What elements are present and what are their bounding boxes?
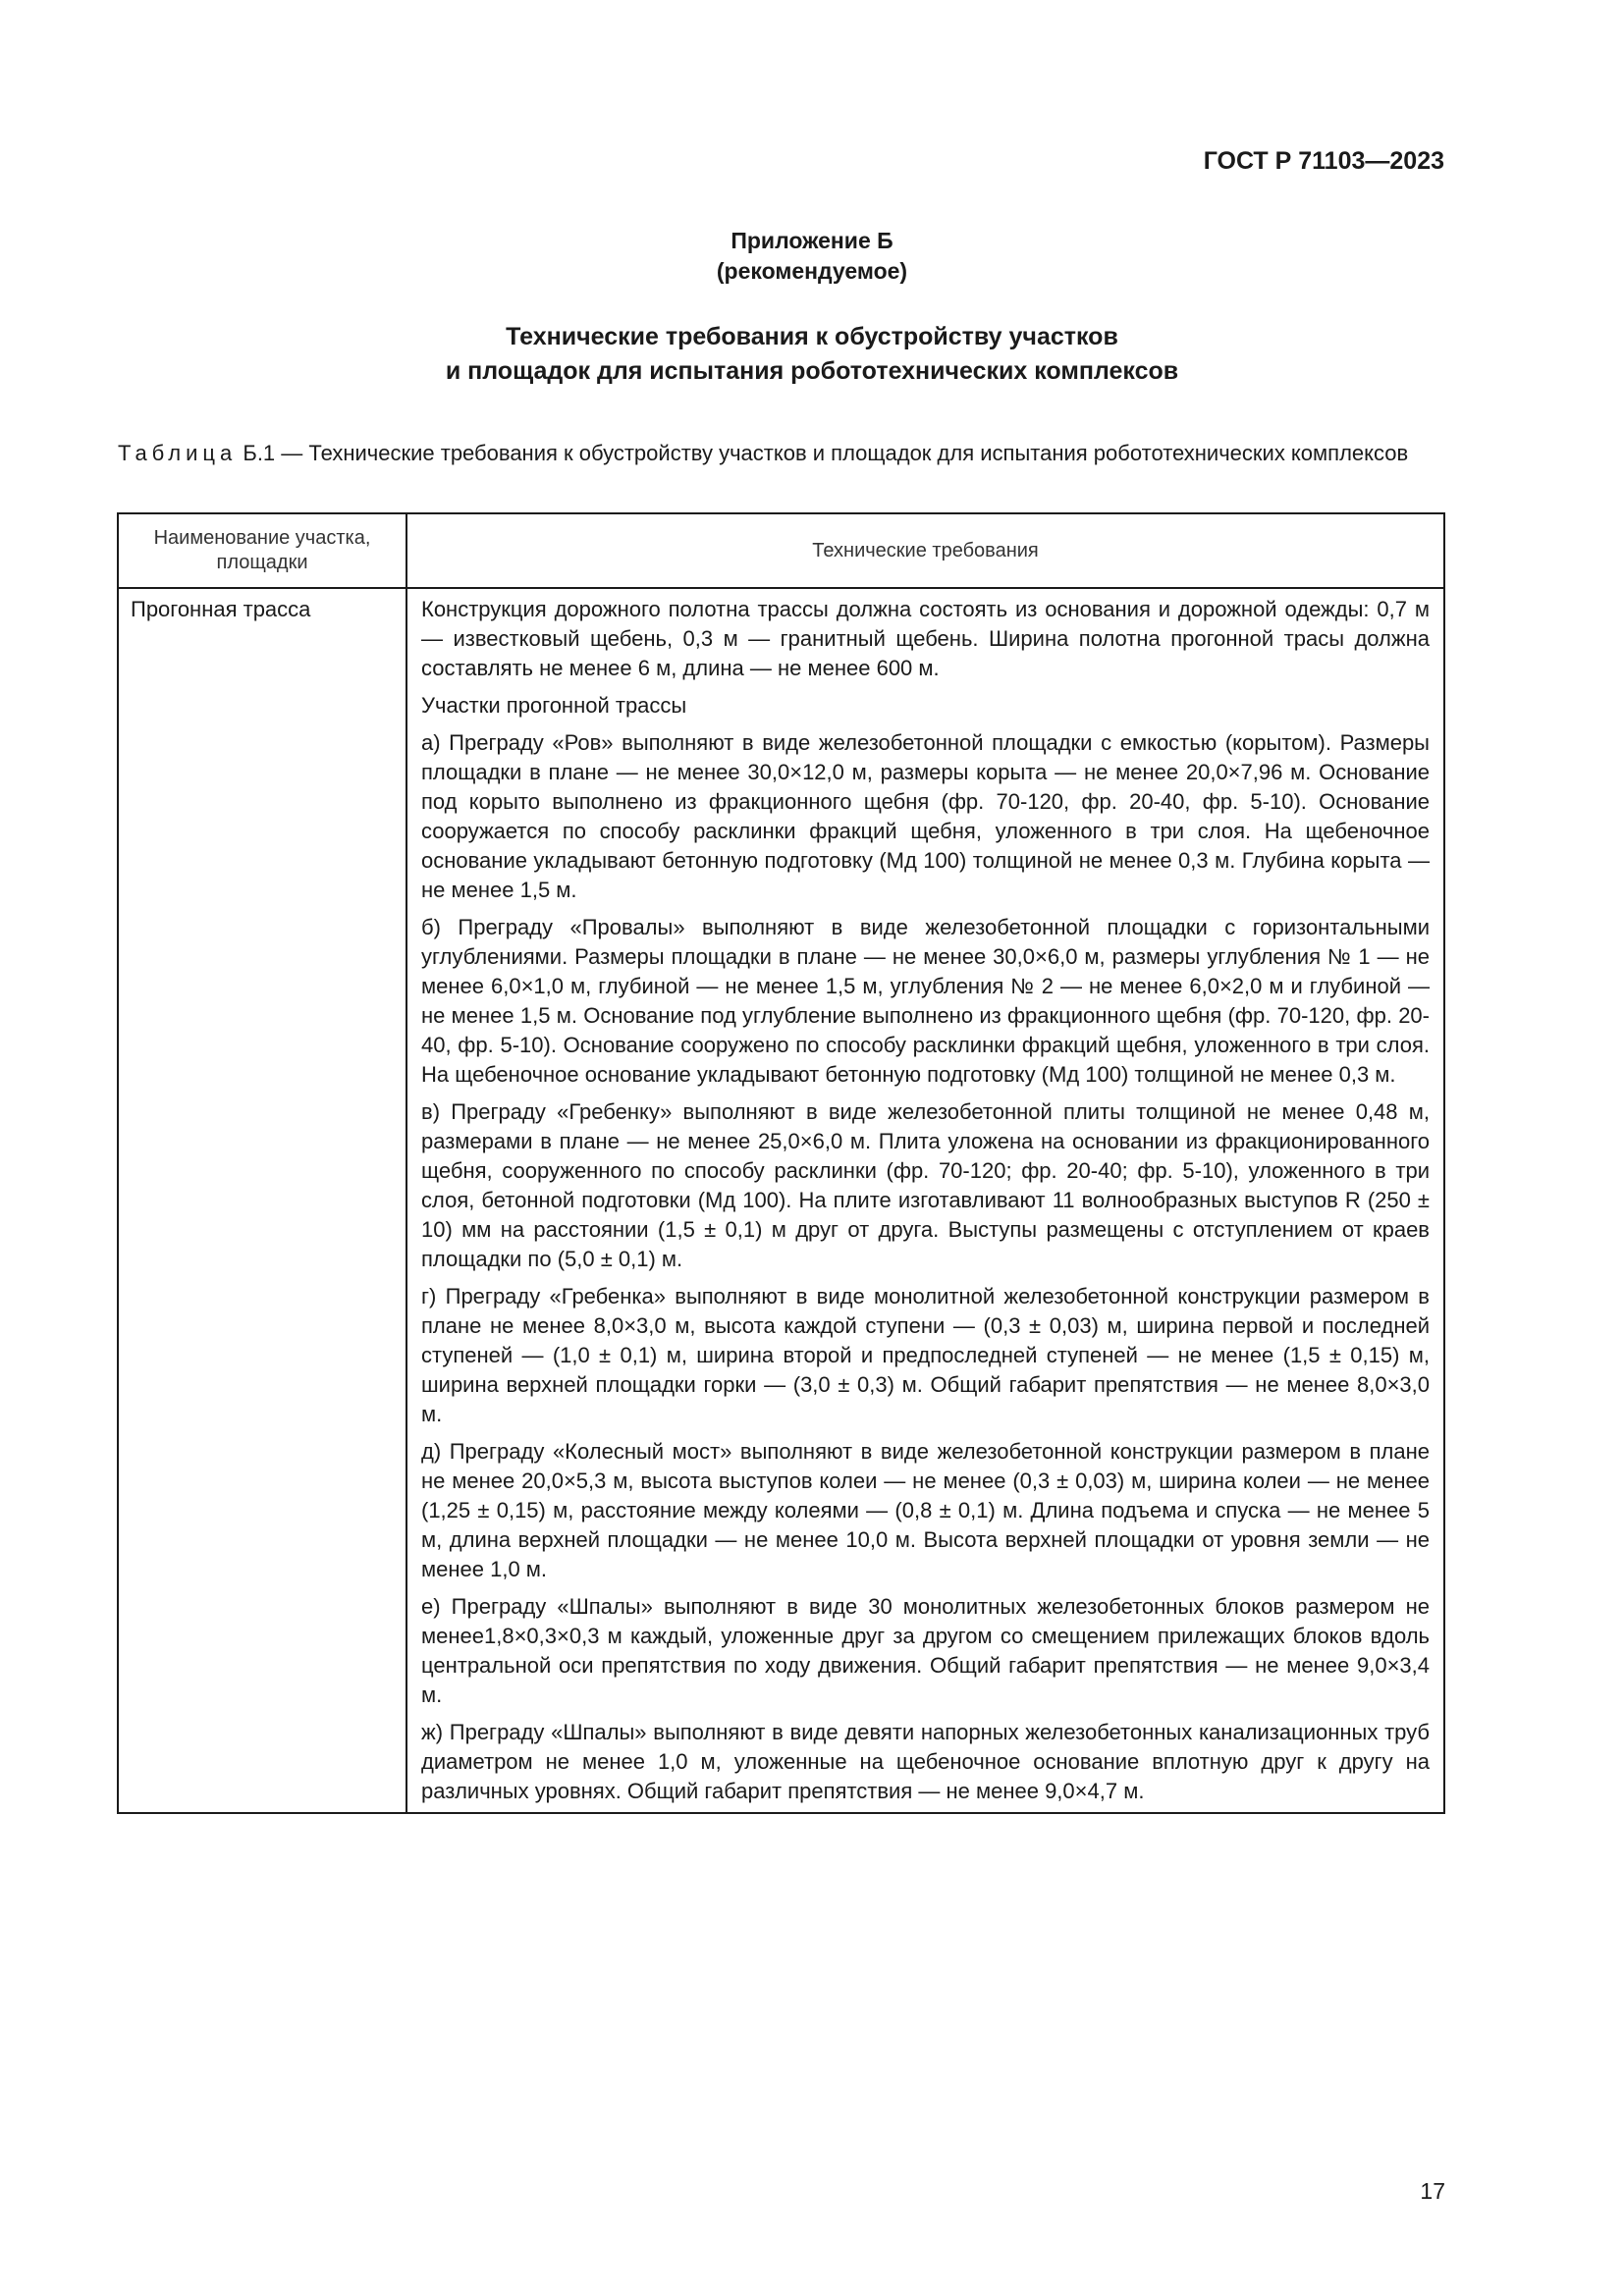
requirement-paragraph: д) Преграду «Колесный мост» выполняют в виде железобетонной конструкции размером в плане не менее 20,0×5,3 м, высота выступов колеи — не менее (0,3 ± 0,03) м, ширина колеи — не менее (1,25 ± 0,15) м, расстояние между колеями — (0,8 ± 0,1) м. Длина подъема и спуска — не менее 5 м, длина верхней площадки — не менее 10,0 м. Высота верхней площадки от уровня земли — не менее 1,0 м.	[421, 1439, 1430, 1581]
table-caption	[118, 440, 1445, 467]
appendix-heading	[0, 226, 1624, 287]
page-title-line-1: Технические требования к обустройству участков	[506, 323, 1118, 350]
requirement-paragraph: е) Преграду «Шпалы» выполняют в виде 30 монолитных железобетонных блоков размером не менее1,8×0,3×0,3 м каждый, уложенные друг за другом со смещением прилежащих блоков вдоль центральной оси препятствия по ходу движения. Общий габарит препятствия — не менее 9,0×3,4 м.	[421, 1594, 1430, 1707]
requirement-paragraph: а) Преграду «Ров» выполняют в виде железобетонной площадки с емкостью (корытом). Размеры площадки в плане — не менее 30,0×12,0 м, размеры корыта — не менее 20,0×7,96 м. Основание под корыто выполнено из фракционного щебня (фр. 70-120, фр. 20-40, фр. 5-10). Основание сооружается по способу расклинки фракций щебня, уложенного в три слоя. На щебеночное основание укладывают бетонную подготовку (Мд 100) толщиной не менее 0,3 м. Глубина корыта — не менее 1,5 м.	[421, 730, 1430, 902]
requirement-paragraph: в) Преграду «Гребенку» выполняют в виде железобетонной плиты толщиной не менее 0,48 м, размерами в плане — не менее 25,0×6,0 м. Плита уложена на основании из фракционированного щебня, сооруженного по способу расклинки (фр. 70-120; фр. 20-40; фр. 5-10), уложенного в три слоя, бетонной подготовки (Мд 100). На плите изготавливают 11 волнообразных выступов R (250 ± 10) мм на расстоянии (1,5 ± 0,1) м друг от друга. Выступы размещены с отступлением от краев площадки по (5,0 ± 0,1) м.	[421, 1099, 1430, 1271]
requirement-paragraph: Конструкция дорожного полотна трассы должна состоять из основания и дорожной одежды: 0,7 м — известковый щебень, 0,3 м — гранитный щебень. Ширина полотна прогонной трасы должна составлять не менее 6 м, длина — не менее 600 м.	[421, 597, 1430, 680]
column-header-requirements: Технические требования	[406, 513, 1444, 588]
requirement-paragraph: Участки прогонной трассы	[421, 693, 687, 718]
appendix-label: Приложение Б	[731, 228, 893, 253]
requirement-paragraph: ж) Преграду «Шпалы» выполняют в виде девяти напорных железобетонных канализационных труб диаметром не менее 1,0 м, уложенные на щебеночное основание вплотную друг к другу на различных уровнях. Общий габарит препятствия — не менее 9,0×4,7 м.	[421, 1720, 1430, 1803]
table-caption-label: Таблица	[118, 441, 238, 465]
requirement-paragraph: б) Преграду «Провалы» выполняют в виде железобетонной площадки с горизонтальными углублениями. Размеры площадки в плане — не менее 30,0×6,0 м, размеры углубления № 1 — не менее 6,0×1,0 м, глубиной — не менее 1,5 м, углубления № 2 — не менее 6,0×2,0 м и глубиной — не менее 1,5 м. Основание под углубление выполнено из фракционного щебня (фр. 70-120, фр. 20-40, фр. 5-10). Основание сооружено по способу расклинки фракций щебня, уложенного в три слоя. На щебеночное основание укладывают бетонную подготовку (Мд 100) толщиной не менее 0,3 м.	[421, 915, 1430, 1087]
table-caption-text: Б.1 — Технические требования к обустройству участков и площадок для испытания робототехнических комплексов	[237, 441, 1409, 465]
document-code: ГОСТ Р 71103—2023	[1203, 147, 1444, 175]
table-header-row	[118, 513, 1444, 588]
requirements-table	[117, 512, 1445, 1814]
section-name-cell: Прогонная трасса	[118, 588, 406, 1813]
requirement-paragraph: г) Преграду «Гребенка» выполняют в виде монолитной железобетонной конструкции размером в плане не менее 8,0×3,0 м, высота каждой ступени — (0,3 ± 0,03) м, ширина первой и последней ступеней — (1,0 ± 0,1) м, ширина второй и предпоследней ступеней — не менее (1,5 ± 0,15) м, ширина верхней площадки горки — (3,0 ± 0,3) м. Общий габарит препятствия — не менее 8,0×3,0 м.	[421, 1284, 1430, 1426]
column-header-section-name: Наименование участка, площадки	[118, 513, 406, 588]
appendix-status: (рекомендуемое)	[716, 258, 908, 284]
page-number: 17	[1420, 2178, 1445, 2204]
page-title-line-2: и площадок для испытания робототехнических комплексов	[445, 357, 1179, 385]
page-title	[0, 320, 1624, 389]
table-row	[118, 588, 1444, 1813]
requirements-cell	[406, 588, 1444, 1813]
